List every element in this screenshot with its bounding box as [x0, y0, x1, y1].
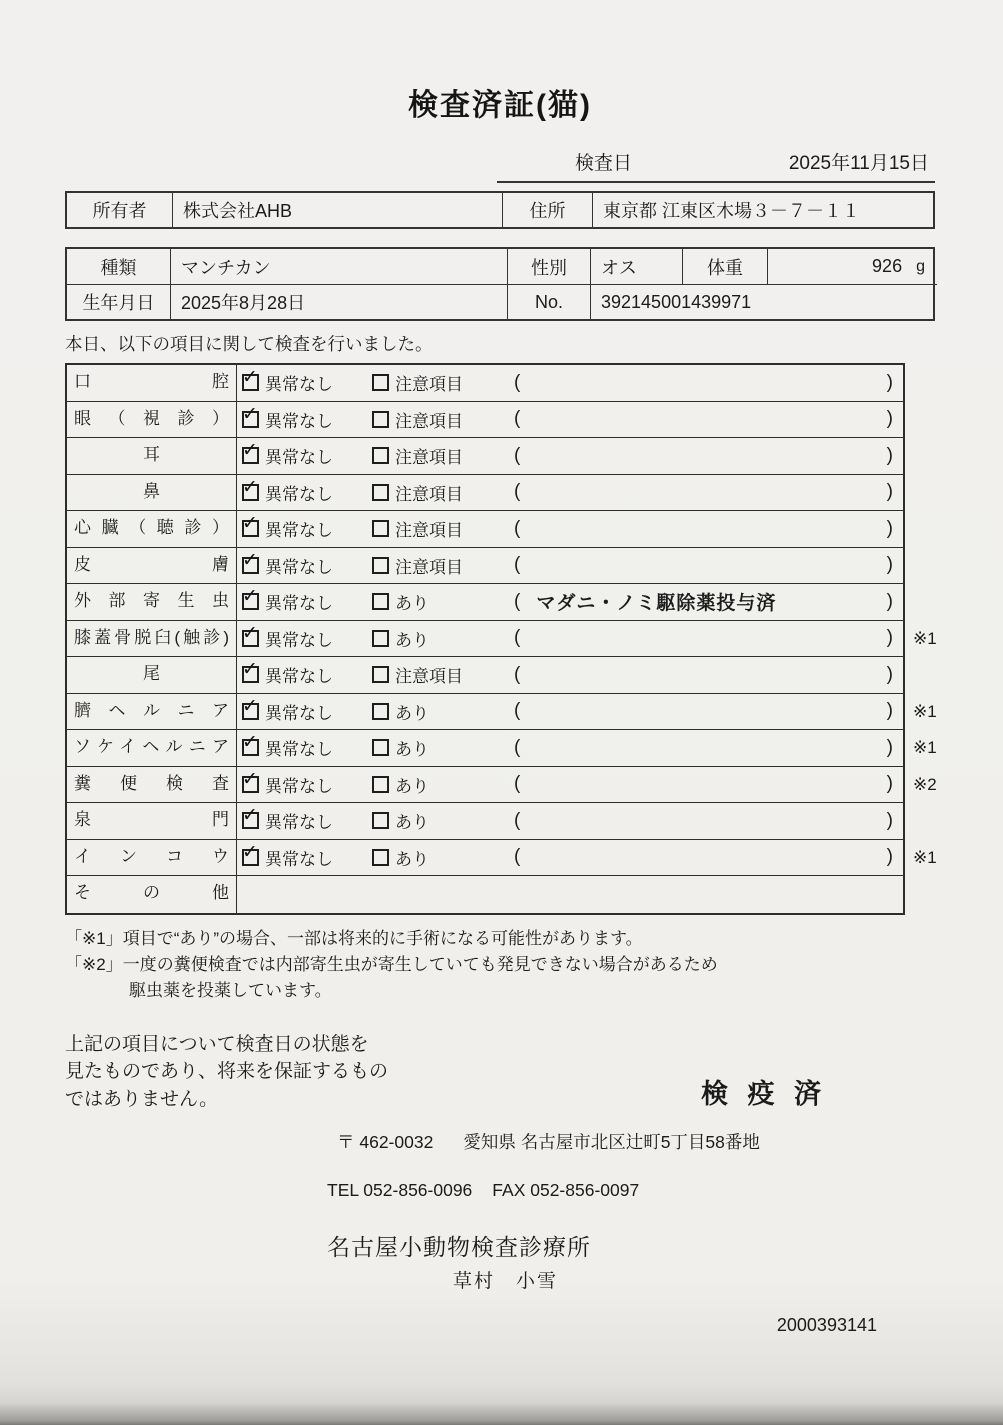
- birthdate-label: 生年月日: [67, 284, 170, 319]
- option-flag: [372, 516, 510, 541]
- note-text: マダニ・ノミ駆除薬投与済: [536, 593, 777, 615]
- item-label: ソケイヘルニア: [67, 730, 237, 766]
- item-label: 口 腔: [67, 365, 237, 401]
- footnote-2: 「※2」一度の糞便検査では内部寄生虫が寄生していても発見できない場合があるため: [65, 954, 718, 974]
- item-label: 皮 膚: [67, 548, 237, 584]
- note-open-paren: (: [514, 700, 521, 722]
- note-open-paren: (: [514, 408, 521, 430]
- inspection-row: [67, 548, 903, 585]
- row-body: [237, 621, 903, 657]
- clinic-tel-line: [327, 1180, 935, 1201]
- option-normal: [237, 370, 372, 395]
- weight-value-cell: [767, 249, 937, 284]
- checkbox-flag-label: 注意項目: [395, 521, 463, 541]
- address-value: 東京都 江東区木場３－７－１１: [592, 193, 937, 227]
- inspection-row: [67, 657, 903, 694]
- checkbox-no-abnormality-label: 異常なし: [265, 849, 333, 869]
- note-cell: [510, 554, 903, 576]
- option-flag: [372, 626, 510, 651]
- option-normal: [237, 662, 372, 687]
- disclaimer-line-3: ではありません。: [65, 1088, 219, 1110]
- checkbox-no-abnormality: [242, 520, 259, 537]
- note-cell: [510, 810, 903, 832]
- note-close-paren: ): [886, 809, 893, 831]
- sex-label: 性別: [507, 249, 590, 284]
- checkbox-no-abnormality: [242, 739, 259, 756]
- checkbox-flag: [372, 776, 389, 793]
- checkbox-flag-label: 注意項目: [395, 411, 463, 431]
- checkbox-flag-label: あり: [395, 813, 429, 833]
- item-label: 外 部 寄 生 虫: [67, 584, 237, 620]
- item-label: 鼻: [67, 475, 237, 511]
- note-cell: [510, 627, 903, 649]
- birthdate-value: 2025年8月28日: [170, 284, 507, 319]
- note-cell: [510, 372, 903, 394]
- checkbox-no-abnormality: [242, 447, 259, 464]
- checkbox-no-abnormality-label: 異常なし: [265, 740, 333, 760]
- checkbox-no-abnormality: [242, 374, 259, 391]
- row-body: [237, 475, 903, 511]
- footnote-1: 「※1」項目で“あり”の場合、一部は将来的に手術になる可能性があります。: [65, 928, 643, 948]
- serial-number: 2000393141: [776, 1315, 877, 1336]
- row-body: [237, 876, 903, 913]
- row-body: [237, 767, 903, 803]
- row-body: [237, 730, 903, 766]
- checkbox-flag: [372, 703, 389, 720]
- note-open-paren: (: [514, 481, 521, 503]
- note-cell: [510, 700, 903, 722]
- option-normal: [237, 516, 372, 541]
- checkbox-no-abnormality-label: 異常なし: [265, 411, 333, 431]
- checkbox-no-abnormality: [242, 557, 259, 574]
- checkbox-flag-label: あり: [395, 594, 429, 614]
- note-close-paren: ): [886, 481, 893, 503]
- checkbox-no-abnormality-label: 異常なし: [265, 448, 333, 468]
- inspection-row: [67, 694, 937, 731]
- breed-value: マンチカン: [170, 249, 507, 284]
- inspection-section: [65, 363, 935, 915]
- checkbox-flag: [372, 484, 389, 501]
- note-open-paren: (: [514, 846, 521, 868]
- clinic-address-line: [337, 1129, 935, 1154]
- disclaimer-line-2: 見たものであり、将来を保証するもの: [65, 1061, 389, 1083]
- note-open-paren: (: [514, 627, 521, 649]
- row-reference-mark: ※1: [913, 847, 937, 867]
- clinic-postal-code: 〒 462-0032: [337, 1132, 434, 1153]
- checkbox-no-abnormality-label: 異常なし: [265, 776, 333, 796]
- note-close-paren: ): [886, 554, 893, 576]
- inspection-row: [67, 840, 937, 877]
- option-normal: [237, 808, 372, 833]
- checkbox-flag-label: 注意項目: [395, 375, 463, 395]
- checkbox-no-abnormality-label: 異常なし: [265, 484, 333, 504]
- checkbox-no-abnormality: [242, 666, 259, 683]
- note-cell: [510, 518, 903, 540]
- owner-value: 株式会社AHB: [172, 193, 502, 227]
- note-open-paren: (: [514, 809, 521, 831]
- checkbox-flag-label: あり: [395, 849, 429, 869]
- option-normal: [237, 845, 372, 870]
- row-body: [237, 365, 903, 401]
- checkbox-no-abnormality-label: 異常なし: [265, 557, 333, 577]
- checkbox-no-abnormality: [242, 484, 259, 501]
- checkbox-no-abnormality-label: 異常なし: [265, 667, 333, 687]
- option-normal: [237, 626, 372, 651]
- clinic-fax: FAX 052-856-0097: [492, 1180, 640, 1201]
- pet-info-table: [65, 247, 935, 321]
- inspection-row: [67, 475, 903, 512]
- note-cell: [510, 408, 903, 430]
- item-label: イ ン コ ウ: [67, 840, 237, 876]
- note-close-paren: ): [886, 663, 893, 685]
- row-body: [237, 584, 903, 620]
- item-label: 耳: [67, 438, 237, 474]
- item-label: 眼 （ 視 診 ）: [67, 402, 237, 438]
- checkbox-flag: [372, 374, 389, 391]
- option-normal: [237, 407, 372, 432]
- option-normal: [237, 772, 372, 797]
- inspection-date-value: 2025年11月15日: [788, 153, 929, 174]
- clinic-name: 名古屋小動物検査診療所: [327, 1234, 591, 1261]
- checkbox-no-abnormality-label: 異常なし: [265, 375, 333, 395]
- inspection-row: [67, 876, 903, 913]
- inspection-date-row: [497, 148, 935, 183]
- document-title: 検査済証(猫): [408, 89, 592, 122]
- owner-label: 所有者: [92, 201, 147, 221]
- checkbox-no-abnormality-label: 異常なし: [265, 594, 333, 614]
- inspection-row: [67, 621, 937, 658]
- item-label: 泉 門: [67, 803, 237, 839]
- note-cell: [510, 481, 903, 503]
- checkbox-flag-label: あり: [395, 740, 429, 760]
- weight-value: 926: [872, 256, 903, 276]
- row-body: [237, 548, 903, 584]
- option-flag: [372, 735, 510, 760]
- item-label: 膝蓋骨脱臼(触診): [67, 621, 237, 657]
- item-label: 糞 便 検 査: [67, 767, 237, 803]
- inspection-row: [67, 402, 903, 439]
- note-open-paren: (: [514, 554, 521, 576]
- option-flag: [372, 845, 510, 870]
- checkbox-flag: [372, 739, 389, 756]
- inspection-row: [67, 365, 903, 402]
- quarantine-passed-stamp: 検 疫 済: [700, 1079, 827, 1110]
- address-label: 住所: [502, 193, 592, 227]
- certificate-no-label: No.: [507, 284, 590, 319]
- checkbox-flag-label: 注意項目: [395, 557, 463, 577]
- checkbox-no-abnormality: [242, 849, 259, 866]
- item-label: 臍 ヘ ル ニ ア: [67, 694, 237, 730]
- footnote-2-continued: 駆虫薬を投薬しています。: [129, 981, 332, 1001]
- option-flag: [372, 480, 510, 505]
- inspection-row: [67, 767, 937, 804]
- inspection-date-label: 検査日: [575, 153, 633, 174]
- option-flag: [372, 443, 510, 468]
- intro-text: 本日、以下の項目に関して検査を行いました。: [65, 334, 433, 354]
- option-normal: [237, 589, 372, 614]
- checkbox-flag: [372, 557, 389, 574]
- option-flag: [372, 553, 510, 578]
- inspection-row: [67, 584, 903, 621]
- checkbox-no-abnormality: [242, 593, 259, 610]
- weight-unit: g: [916, 257, 925, 275]
- clinic-address: 愛知県 名古屋市北区辻町5丁目58番地: [463, 1132, 760, 1153]
- note-cell: [510, 846, 903, 868]
- checkbox-no-abnormality: [242, 776, 259, 793]
- disclaimer-text: [65, 1031, 388, 1114]
- certificate-no-value: 392145001439971: [590, 284, 937, 319]
- checkbox-flag-label: 注意項目: [395, 484, 463, 504]
- option-normal: [237, 735, 372, 760]
- disclaimer-line-1: 上記の項目について検査日の状態を: [65, 1033, 369, 1055]
- footnotes: [65, 926, 935, 1005]
- row-reference-mark: ※1: [913, 628, 937, 648]
- note-cell: [510, 588, 903, 615]
- note-close-paren: ): [886, 517, 893, 539]
- inspection-row: [67, 511, 903, 548]
- sex-value: オス: [590, 249, 682, 284]
- checkbox-flag-label: 注意項目: [395, 448, 463, 468]
- row-body: [237, 694, 903, 730]
- note-close-paren: ): [886, 408, 893, 430]
- note-open-paren: (: [514, 590, 521, 612]
- note-open-paren: (: [514, 371, 521, 393]
- row-body: [237, 840, 903, 876]
- checkbox-flag: [372, 593, 389, 610]
- veterinarian-name: 草村 小雪: [453, 1271, 559, 1293]
- option-normal: [237, 553, 372, 578]
- option-flag: [372, 772, 510, 797]
- certificate-content: [65, 0, 935, 1336]
- row-body: [237, 511, 903, 547]
- checkbox-flag-label: あり: [395, 776, 429, 796]
- inspection-rows: [67, 365, 937, 913]
- item-label: そ の 他: [67, 876, 237, 913]
- inspection-row: [67, 730, 937, 767]
- checkbox-no-abnormality: [242, 812, 259, 829]
- note-open-paren: (: [514, 663, 521, 685]
- note-open-paren: (: [514, 517, 521, 539]
- inspection-table: [65, 363, 937, 915]
- owner-table: [65, 191, 935, 229]
- option-normal: [237, 480, 372, 505]
- row-reference-mark: ※2: [913, 774, 937, 794]
- note-close-paren: ): [886, 444, 893, 466]
- note-close-paren: ): [886, 773, 893, 795]
- checkbox-flag-label: あり: [395, 703, 429, 723]
- breed-label: 種類: [100, 257, 137, 278]
- note-close-paren: ): [886, 846, 893, 868]
- checkbox-flag: [372, 812, 389, 829]
- checkbox-flag: [372, 630, 389, 647]
- bottom-row: [65, 1031, 935, 1114]
- checkbox-flag-label: 注意項目: [395, 667, 463, 687]
- inspection-row: [67, 803, 903, 840]
- checkbox-no-abnormality: [242, 411, 259, 428]
- checkbox-flag: [372, 666, 389, 683]
- note-cell: [510, 737, 903, 759]
- option-normal: [237, 443, 372, 468]
- row-body: [237, 657, 903, 693]
- checkbox-flag: [372, 520, 389, 537]
- checkbox-flag-label: あり: [395, 630, 429, 650]
- checkbox-no-abnormality: [242, 630, 259, 647]
- option-flag: [372, 407, 510, 432]
- checkbox-no-abnormality: [242, 703, 259, 720]
- row-reference-mark: ※1: [913, 738, 937, 757]
- option-flag: [372, 662, 510, 687]
- row-body: [237, 438, 903, 474]
- note-cell: [510, 664, 903, 686]
- note-close-paren: ): [886, 371, 893, 393]
- note-close-paren: ): [886, 736, 893, 758]
- option-normal: [237, 699, 372, 724]
- row-body: [237, 803, 903, 839]
- item-label: 尾: [67, 657, 237, 693]
- note-close-paren: ): [886, 590, 893, 612]
- option-flag: [372, 589, 510, 614]
- note-open-paren: (: [514, 736, 521, 758]
- row-reference-mark: ※1: [913, 701, 937, 721]
- weight-label: 体重: [682, 249, 767, 284]
- note-close-paren: ): [886, 627, 893, 649]
- checkbox-no-abnormality-label: 異常なし: [265, 813, 333, 833]
- checkbox-flag: [372, 447, 389, 464]
- inspection-row: [67, 438, 903, 475]
- clinic-tel: TEL 052-856-0096: [327, 1180, 473, 1201]
- option-flag: [372, 370, 510, 395]
- option-flag: [372, 699, 510, 724]
- note-cell: [510, 773, 903, 795]
- checkbox-flag: [372, 411, 389, 428]
- checkbox-no-abnormality-label: 異常なし: [265, 703, 333, 723]
- option-flag: [372, 808, 510, 833]
- item-label: 心 臓 （ 聴 診 ）: [67, 511, 237, 547]
- checkbox-no-abnormality-label: 異常なし: [265, 521, 333, 541]
- checkbox-flag: [372, 849, 389, 866]
- note-close-paren: ): [886, 700, 893, 722]
- note-cell: [510, 445, 903, 467]
- checkbox-no-abnormality-label: 異常なし: [265, 630, 333, 650]
- note-open-paren: (: [514, 444, 521, 466]
- row-body: [237, 402, 903, 438]
- note-open-paren: (: [514, 773, 521, 795]
